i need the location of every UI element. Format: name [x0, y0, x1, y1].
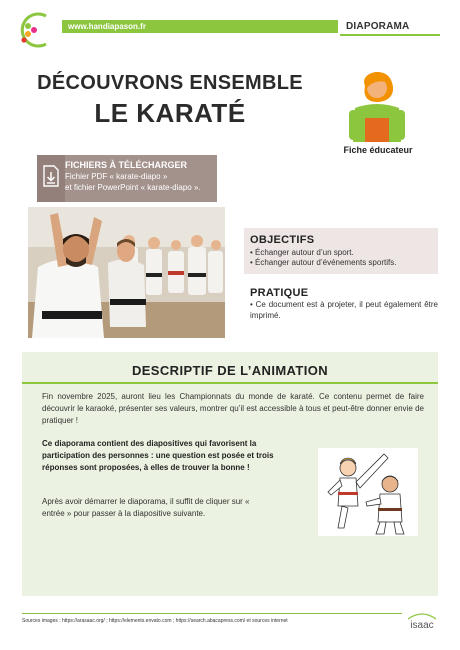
description-panel	[22, 352, 438, 596]
image-sources: Sources images : https://arasaac.org/ ; https://elements.envato.com ; https://search.abacapress.com/ et sources internet	[22, 618, 288, 624]
practical-text: • Ce document est à projeter, il peut également être imprimé.	[250, 300, 438, 320]
description-title-underline	[22, 382, 438, 384]
footer-line	[22, 613, 402, 614]
download-icon-box	[37, 155, 65, 202]
description-paragraph-3: Après avoir démarrer le diaporama, il suffit de cliquer sur « entrée » pour passer à la diapositive suivante.	[42, 497, 250, 518]
files-line-ppt: et fichier PowerPoint « karate-diapo ».	[65, 183, 201, 192]
files-description	[65, 171, 215, 193]
isaac-logo	[404, 611, 440, 633]
objective-item: • Échanger autour d’événements sportifs.	[250, 258, 397, 267]
page-title-line1: DÉCOUVRONS ENSEMBLE	[37, 72, 303, 94]
karate-kids-illustration	[318, 448, 418, 536]
educator-label: Fiche éducateur	[343, 145, 413, 155]
objectives-title: OBJECTIFS	[250, 234, 315, 246]
files-title: FICHIERS À TÉLÉCHARGER	[65, 160, 188, 170]
objectives-box	[244, 228, 438, 274]
download-files-box[interactable]	[37, 155, 217, 202]
educator-icon	[345, 68, 409, 142]
page-title-line2: LE KARATÉ	[94, 98, 246, 128]
practical-title: PRATIQUE	[250, 287, 309, 299]
handiapason-logo	[16, 10, 50, 50]
description-paragraph-2: Ce diaporama contient des diapositives qui favorisent la participation des personnes : une question est posée et trois réponses sont proposées, à elles de trouver la bonne !	[42, 439, 274, 472]
objectives-list	[250, 248, 396, 268]
download-file-icon	[42, 165, 60, 187]
files-line-pdf: Fichier PDF « karate-diapo »	[65, 172, 168, 181]
karate-class-photo	[28, 207, 225, 338]
section-underline	[340, 34, 440, 36]
section-label: DIAPORAMA	[346, 21, 410, 32]
description-paragraph-1: Fin novembre 2025, auront lieu les Championnats du monde de karaté. Ce contenu permet de faire découvrir le karaoké, présenter ses valeurs, montrer qu’il est accessible à tous et peut-être donner envie de pratiquer !	[42, 392, 424, 425]
description-title: DESCRIPTIF DE L’ANIMATION	[131, 363, 329, 378]
site-url[interactable]: www.handiapason.fr	[68, 22, 146, 31]
objective-item: • Échanger autour d’un sport.	[250, 248, 354, 257]
isaac-logo-text: isaac	[410, 620, 434, 631]
